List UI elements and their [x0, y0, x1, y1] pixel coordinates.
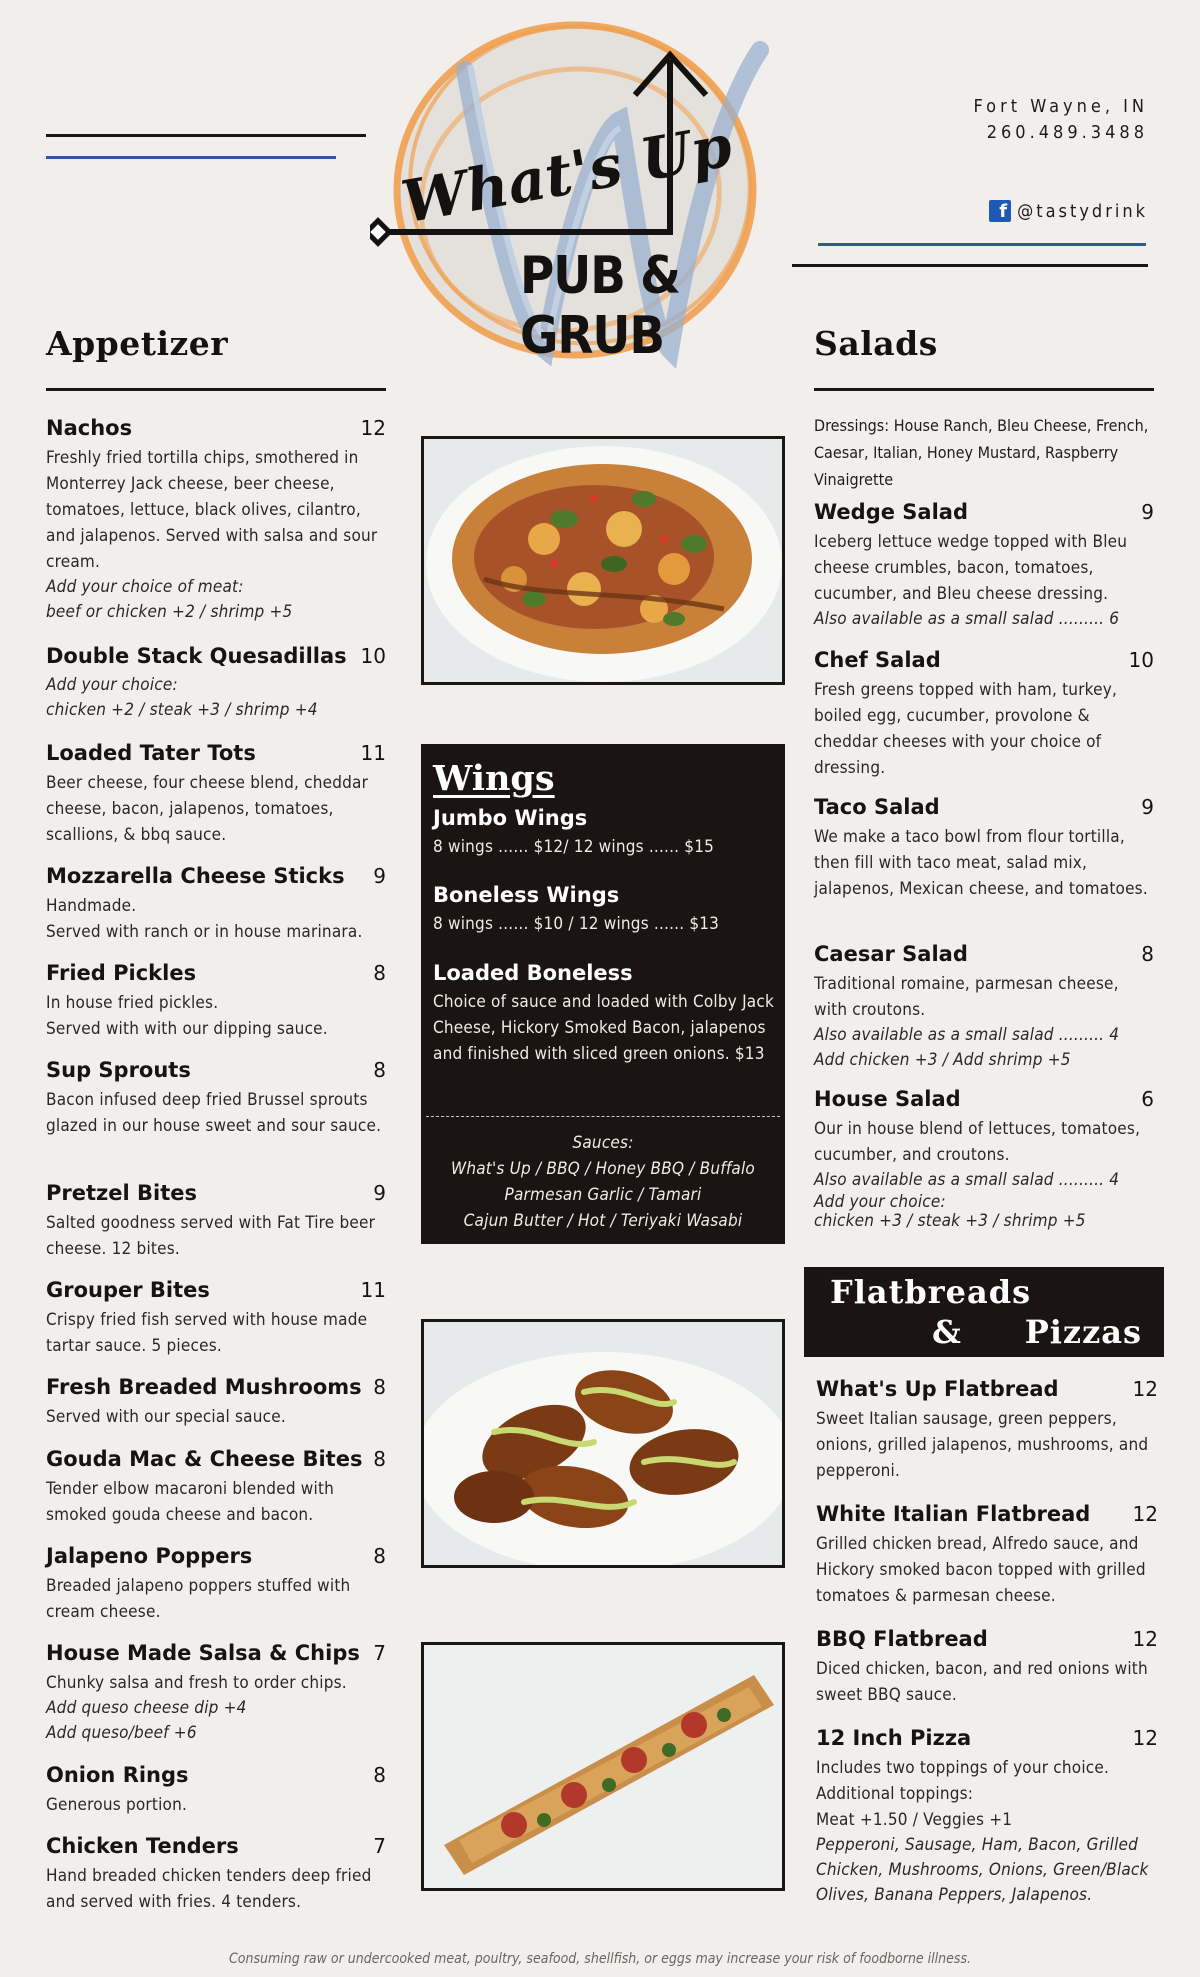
item-note: Also available as a small salad ......... 4 [814, 1025, 1120, 1045]
item-name: Nachos [46, 416, 133, 440]
phone-number: 260.489.3488 [986, 122, 1148, 143]
wings-sauces [421, 1130, 785, 1234]
item-desc: Generous portion. [46, 1795, 188, 1815]
item-desc: Handmade. [46, 896, 137, 916]
item-desc: Salted goodness served with Fat Tire beer cheese. 12 bites. [46, 1213, 376, 1259]
item-desc: We make a taco bowl from flour tortilla, then fill with taco meat, salad mix, jalapenos, Mexican cheese, and tomatoes. [814, 827, 1148, 899]
sauces-line: What's Up / BBQ / Honey BBQ / Buffalo [451, 1159, 755, 1179]
menu-item-gouda-mac [46, 1447, 386, 1528]
item-name: Fresh Breaded Mushrooms [46, 1375, 362, 1399]
header-rule-left-dark [46, 134, 366, 137]
item-name: House Salad [814, 1087, 961, 1111]
item-name: Onion Rings [46, 1763, 189, 1787]
appetizer-title: Appetizer [46, 324, 229, 363]
logo-block-text: PUB & GRUB [520, 246, 680, 366]
item-name: Taco Salad [814, 795, 940, 819]
item-name: Fried Pickles [46, 961, 197, 985]
item-note: chicken +3 / steak +3 / shrimp +5 [814, 1211, 1086, 1231]
item-desc: Choice of sauce and loaded with Colby Jack Cheese, Hickory Smoked Bacon, jalapenos and finished with sliced green onions. $13 [433, 992, 775, 1064]
item-name: Chef Salad [814, 648, 941, 672]
item-price: 12 [1132, 1726, 1158, 1750]
pizzas-title: Pizzas [1024, 1313, 1142, 1351]
item-name: BBQ Flatbread [816, 1627, 988, 1651]
item-note: Add chicken +3 / Add shrimp +5 [814, 1050, 1071, 1070]
item-price: 9 [373, 1181, 386, 1205]
menu-item-quesadillas [46, 644, 386, 723]
item-name: Loaded Tater Tots [46, 741, 256, 765]
item-name: Boneless Wings [433, 883, 620, 907]
item-desc: Freshly fried tortilla chips, smothered in Monterrey Jack cheese, beer cheese, tomatoes, lettuce, black olives, cilantro, and jalapenos. Served with salsa and sour cream. [46, 448, 378, 572]
menu-item-salsa-chips [46, 1641, 386, 1746]
item-name: What's Up Flatbread [816, 1377, 1059, 1401]
item-name: Grouper Bites [46, 1278, 210, 1302]
menu-item-house-salad [814, 1087, 1154, 1231]
item-price: 9 [1141, 795, 1154, 819]
item-name: Sup Sprouts [46, 1058, 191, 1082]
item-desc: Tender elbow macaroni blended with smoked gouda cheese and bacon. [46, 1479, 335, 1525]
flatbreads-title-box [804, 1267, 1164, 1357]
item-price: 10 [360, 644, 386, 668]
item-name: Jalapeno Poppers [46, 1544, 253, 1568]
sauces-line: Parmesan Garlic / Tamari [504, 1185, 702, 1205]
item-name: Mozzarella Cheese Sticks [46, 864, 345, 888]
facebook-icon: f [989, 200, 1011, 222]
wings-section [421, 744, 785, 1244]
item-price: 12 [1132, 1377, 1158, 1401]
nachos-photo [421, 436, 785, 685]
menu-item-bbq-flatbread [816, 1627, 1158, 1708]
item-note: Also available as a small salad ......... 4 [814, 1170, 1120, 1190]
item-note: beef or chicken +2 / shrimp +5 [46, 602, 293, 622]
sauces-label: Sauces: [572, 1133, 634, 1153]
item-desc: Fresh greens topped with ham, turkey, boiled egg, cucumber, provolone & cheddar cheeses with your choice of dressing. [814, 680, 1118, 778]
item-price: 8 [373, 1763, 386, 1787]
item-desc: Crispy fried fish served with house made tartar sauce. 5 pieces. [46, 1310, 368, 1356]
menu-item-onion-rings [46, 1763, 386, 1818]
item-note: Add your choice of meat: [46, 577, 244, 597]
item-price: 8 [373, 961, 386, 985]
item-desc: Served with with our dipping sauce. [46, 1019, 328, 1039]
item-price: 7 [373, 1641, 386, 1665]
item-note: Pepperoni, Sausage, Ham, Bacon, Grilled Chicken, Mushrooms, Onions, Green/Black Olives, Banana Peppers, Jalapenos. [816, 1835, 1149, 1905]
item-price: 8 [373, 1447, 386, 1471]
item-note: Add queso/beef +6 [46, 1723, 197, 1743]
menu-item-pretzel-bites [46, 1181, 386, 1262]
flatbreads-title-amp: & [932, 1313, 962, 1351]
location: Fort Wayne, IN [973, 96, 1148, 117]
item-name: Double Stack Quesadillas [46, 644, 347, 668]
menu-item-white-italian-flatbread [816, 1502, 1158, 1609]
menu-item-tater-tots [46, 741, 386, 848]
item-desc: Served with ranch or in house marinara. [46, 922, 363, 942]
item-name: White Italian Flatbread [816, 1502, 1091, 1526]
logo-script: What's Up [396, 111, 737, 237]
item-price: 11 [360, 1278, 386, 1302]
wings-item-loaded-boneless [433, 961, 777, 1067]
item-price: 12 [1132, 1627, 1158, 1651]
salad-dressings: Dressings: House Ranch, Bleu Cheese, French, Caesar, Italian, Honey Mustard, Raspberry Vinaigrette [814, 416, 1149, 489]
item-note: Add your choice: [814, 1192, 946, 1212]
salads-title: Salads [814, 324, 938, 363]
item-desc: Iceberg lettuce wedge topped with Bleu cheese crumbles, bacon, tomatoes, cucumber, and Bleu cheese dressing. [814, 532, 1128, 604]
item-desc: 8 wings ...... $12/ 12 wings ...... $15 [433, 837, 715, 857]
food-safety-disclaimer: Consuming raw or undercooked meat, poultry, seafood, shellfish, or eggs may increase your risk of foodborne illness. [228, 1951, 972, 1967]
item-price: 8 [373, 1375, 386, 1399]
wings-title: Wings [433, 758, 555, 799]
flatbreads-title: Flatbreads [830, 1273, 1032, 1311]
item-name: Caesar Salad [814, 942, 968, 966]
menu-item-wedge-salad [814, 500, 1154, 632]
menu-item-fried-pickles [46, 961, 386, 1042]
item-price: 9 [373, 864, 386, 888]
sauces-line: Cajun Butter / Hot / Teriyaki Wasabi [463, 1211, 743, 1231]
item-desc: Hand breaded chicken tenders deep fried and served with fries. 4 tenders. [46, 1866, 372, 1912]
item-price: 7 [373, 1834, 386, 1858]
item-desc: Sweet Italian sausage, green peppers, onions, grilled jalapenos, mushrooms, and pepperoni. [816, 1409, 1149, 1481]
logo [370, 10, 790, 380]
item-desc: Includes two toppings of your choice. [816, 1758, 1110, 1778]
item-name: 12 Inch Pizza [816, 1726, 972, 1750]
item-note: chicken +2 / steak +3 / shrimp +4 [46, 700, 318, 720]
menu-item-whats-up-flatbread [816, 1377, 1158, 1484]
wings-photo [421, 1319, 785, 1568]
item-desc: Diced chicken, bacon, and red onions with sweet BBQ sauce. [816, 1659, 1148, 1705]
item-desc: Additional toppings: [816, 1784, 974, 1804]
wings-item-jumbo [433, 806, 777, 860]
menu-item-caesar-salad [814, 942, 1154, 1073]
header-rule-right-blue [818, 243, 1146, 246]
item-desc: Beer cheese, four cheese blend, cheddar cheese, bacon, jalapenos, tomatoes, scallions, & bbq sauce. [46, 773, 369, 845]
item-note: Add your choice: [46, 675, 178, 695]
item-note: Add queso cheese dip +4 [46, 1698, 247, 1718]
item-name: Chicken Tenders [46, 1834, 239, 1858]
item-desc: Chunky salsa and fresh to order chips. [46, 1673, 347, 1693]
item-price: 6 [1141, 1087, 1154, 1111]
item-desc: Our in house blend of lettuces, tomatoes, cucumber, and croutons. [814, 1119, 1141, 1165]
wings-item-boneless [433, 883, 777, 937]
menu-item-nachos [46, 416, 386, 625]
menu-item-sup-sprouts [46, 1058, 386, 1139]
item-price: 11 [360, 741, 386, 765]
menu-item-grouper-bites [46, 1278, 386, 1359]
item-desc: In house fried pickles. [46, 993, 219, 1013]
social-handle: @tastydrink [1017, 200, 1148, 222]
item-desc: 8 wings ...... $10 / 12 wings ...... $13 [433, 914, 720, 934]
item-desc: Served with our special sauce. [46, 1407, 286, 1427]
menu-item-mozzarella-sticks [46, 864, 386, 945]
item-desc: Meat +1.50 / Veggies +1 [816, 1810, 1013, 1830]
item-name: Pretzel Bites [46, 1181, 197, 1205]
wings-divider [426, 1116, 780, 1117]
menu-item-chef-salad [814, 648, 1154, 781]
item-price: 8 [1141, 942, 1154, 966]
item-price: 8 [373, 1058, 386, 1082]
flatbread-photo [421, 1642, 785, 1891]
item-desc: Breaded jalapeno poppers stuffed with cream cheese. [46, 1576, 351, 1622]
item-name: Wedge Salad [814, 500, 968, 524]
header-rule-left-blue [46, 156, 336, 159]
item-note: Also available as a small salad ......... 6 [814, 609, 1120, 629]
item-price: 9 [1141, 500, 1154, 524]
menu-item-taco-salad [814, 795, 1154, 902]
item-name: House Made Salsa & Chips [46, 1641, 360, 1665]
appetizer-rule [46, 388, 386, 391]
item-price: 12 [360, 416, 386, 440]
item-name: Loaded Boneless [433, 961, 633, 985]
item-price: 10 [1128, 648, 1154, 672]
item-price: 12 [1132, 1502, 1158, 1526]
menu-item-jalapeno-poppers [46, 1544, 386, 1625]
item-desc: Traditional romaine, parmesan cheese, with croutons. [814, 974, 1119, 1020]
item-desc: Grilled chicken bread, Alfredo sauce, and Hickory smoked bacon topped with grilled tomatoes & parmesan cheese. [816, 1534, 1146, 1606]
menu-item-mushrooms [46, 1375, 386, 1430]
menu-item-chicken-tenders [46, 1834, 386, 1915]
menu-item-12-inch-pizza [816, 1726, 1158, 1908]
item-name: Jumbo Wings [433, 806, 588, 830]
social[interactable] [989, 200, 1148, 222]
item-price: 8 [373, 1544, 386, 1568]
header-rule-right-dark [792, 264, 1148, 267]
salads-rule [814, 388, 1154, 391]
item-name: Gouda Mac & Cheese Bites [46, 1447, 363, 1471]
item-desc: Bacon infused deep fried Brussel sprouts glazed in our house sweet and sour sauce. [46, 1090, 382, 1136]
